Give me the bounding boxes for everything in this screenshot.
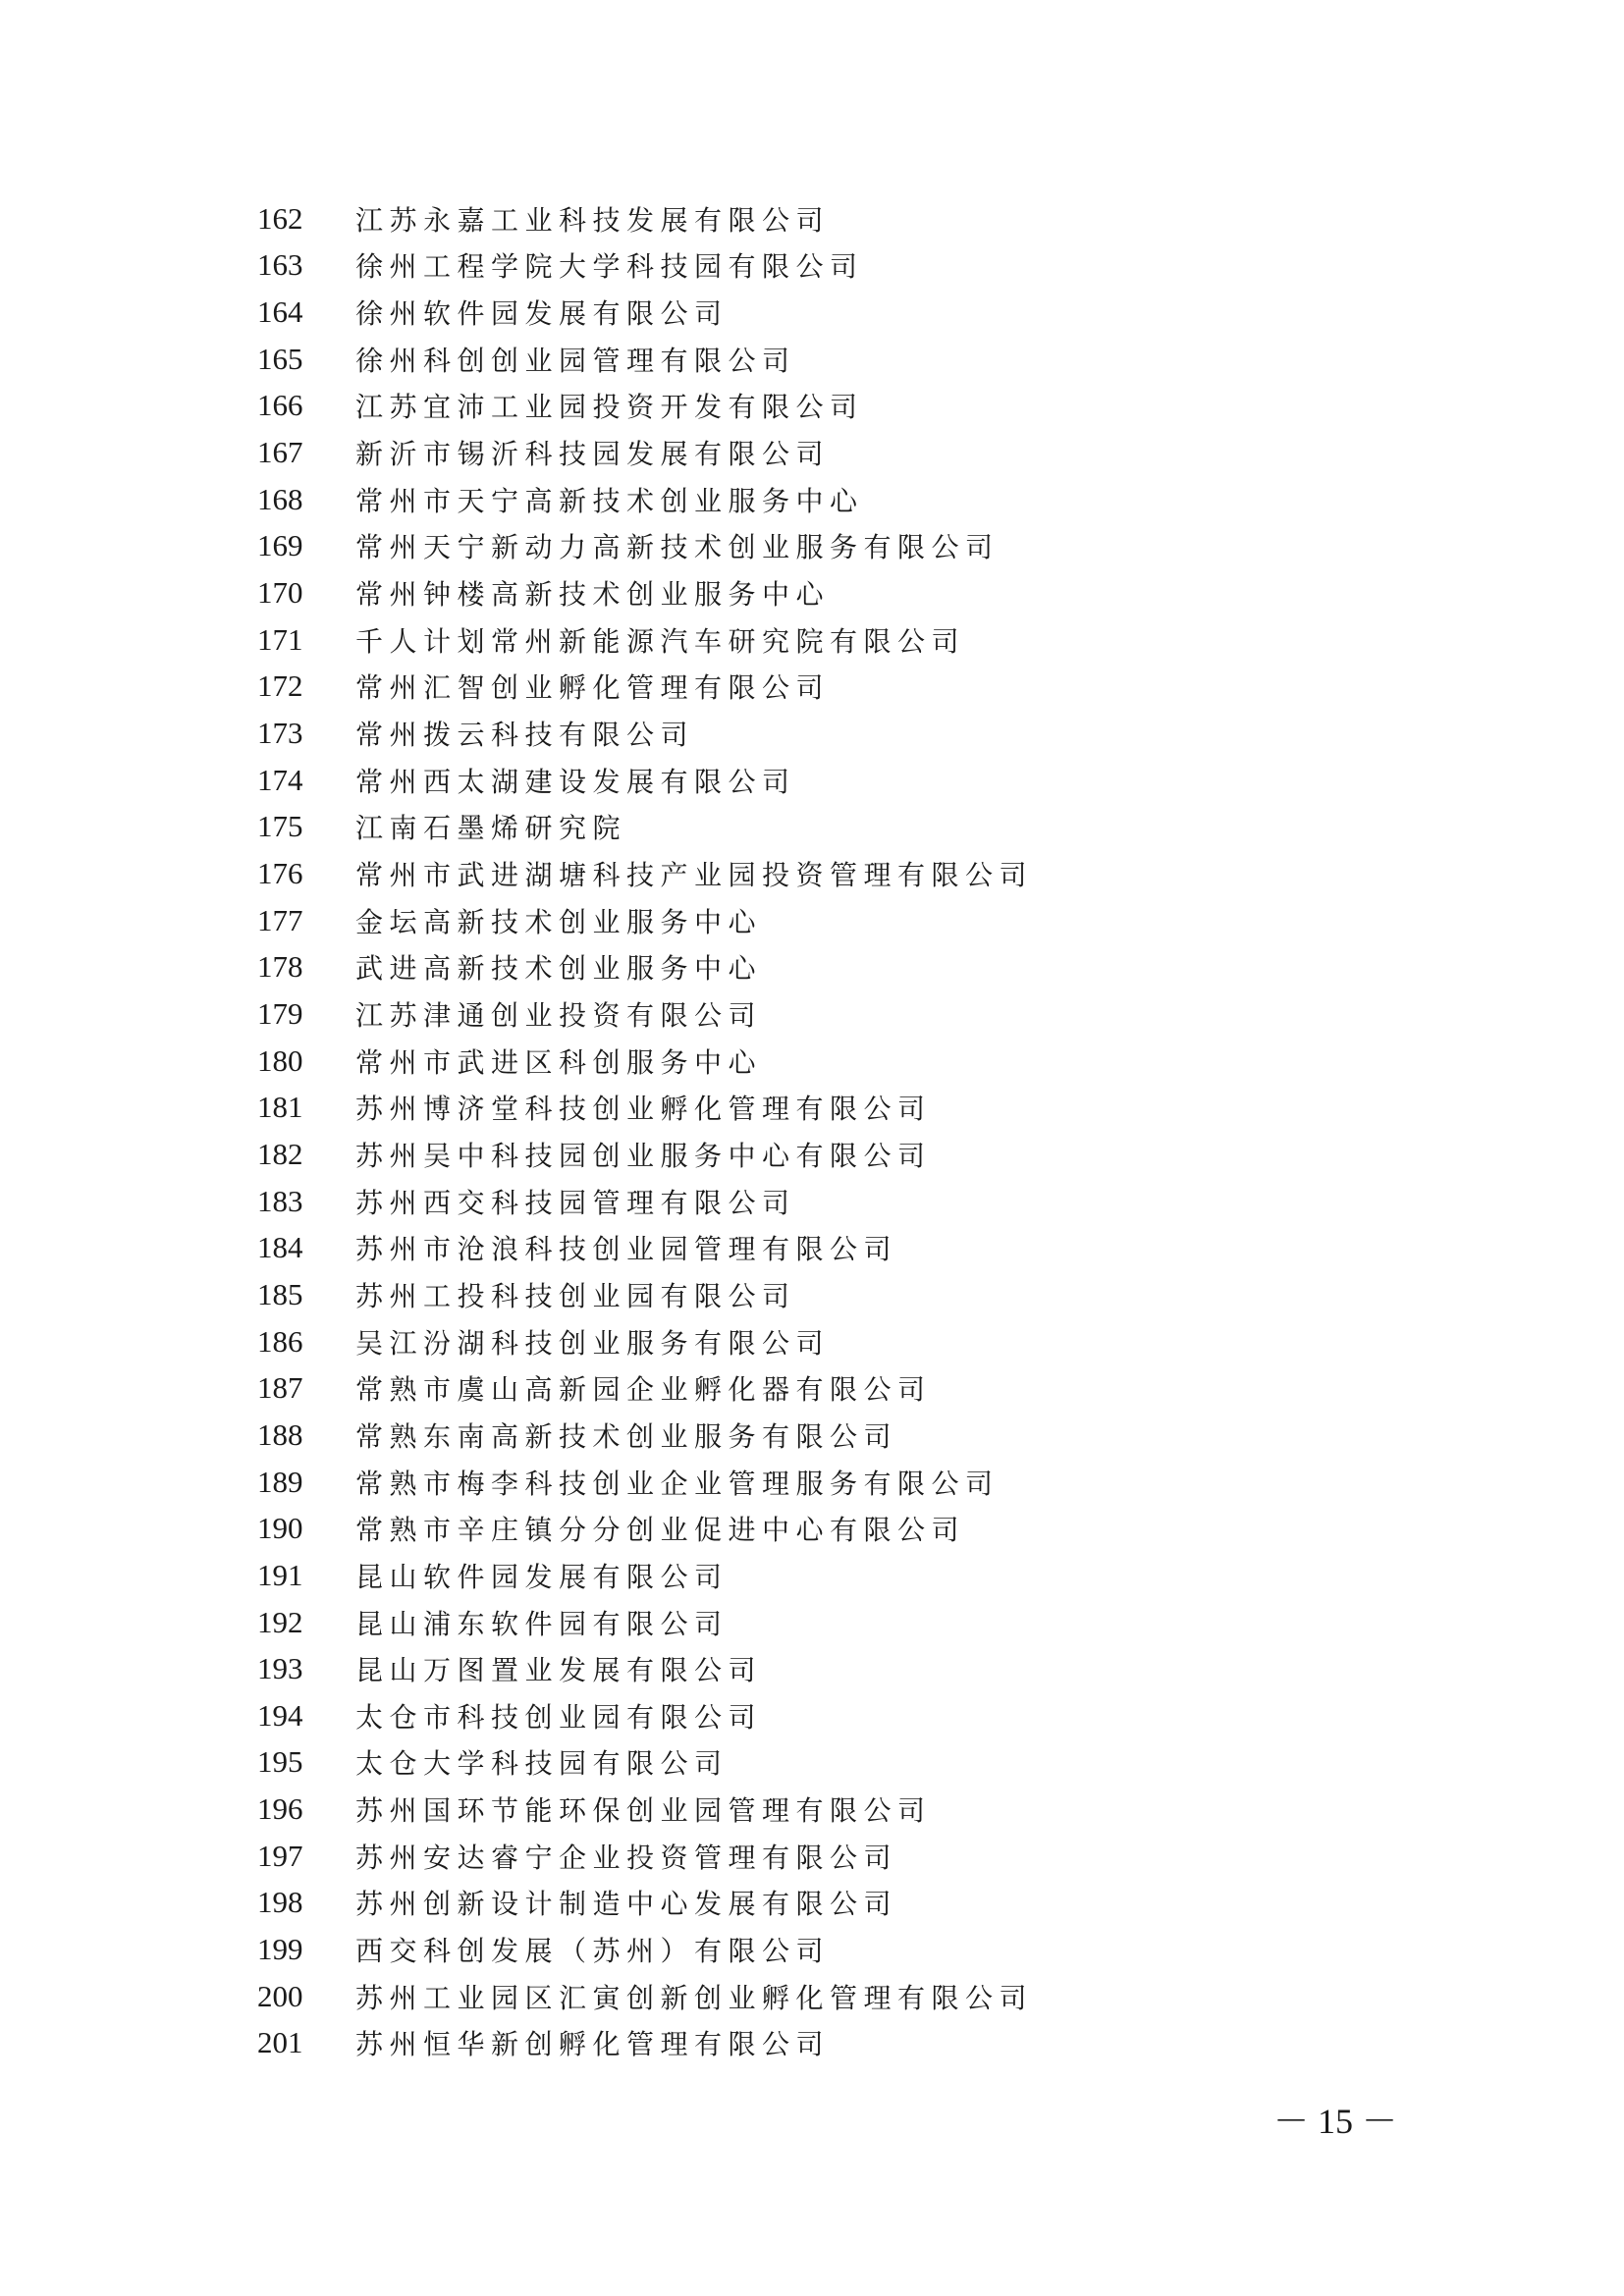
list-item [257, 569, 1435, 616]
organization-name: 吴江汾湖科技创业服务有限公司 [355, 1326, 831, 1360]
list-item [257, 944, 1435, 991]
organization-name: 常州钟楼高新技术创业服务中心 [355, 578, 831, 612]
organization-name: 常州西太湖建设发展有限公司 [355, 765, 796, 798]
entry-number: 180 [257, 1042, 303, 1078]
list-item [257, 1552, 1435, 1599]
organization-name: 太仓大学科技园有限公司 [355, 1747, 729, 1781]
organization-name: 新沂市锡沂科技园发展有限公司 [355, 438, 831, 471]
entry-number: 173 [257, 716, 303, 751]
entry-number: 169 [257, 528, 303, 563]
entry-number: 163 [257, 247, 303, 283]
entry-number: 174 [257, 762, 303, 797]
organization-name: 常熟市梅李科技创业企业管理服务有限公司 [355, 1467, 1000, 1500]
entry-number: 162 [257, 200, 303, 236]
organization-name: 太仓市科技创业园有限公司 [355, 1700, 763, 1734]
list-item [257, 1786, 1435, 1833]
organization-name: 常熟东南高新技术创业服务有限公司 [355, 1419, 898, 1453]
entry-number: 197 [257, 1838, 303, 1873]
organization-name: 苏州西交科技园管理有限公司 [355, 1186, 796, 1219]
organization-name: 徐州工程学院大学科技园有限公司 [355, 250, 864, 284]
organization-name: 江苏津通创业投资有限公司 [355, 998, 763, 1032]
organization-name: 昆山软件园发展有限公司 [355, 1560, 729, 1593]
entry-number: 168 [257, 481, 303, 516]
organization-name: 常熟市辛庄镇分分创业促进中心有限公司 [355, 1514, 966, 1547]
list-item [257, 336, 1435, 383]
organization-name: 常州天宁新动力高新技术创业服务有限公司 [355, 531, 1000, 564]
entry-number: 164 [257, 294, 303, 330]
entry-number: 194 [257, 1697, 303, 1733]
list-item [257, 383, 1435, 430]
organization-name: 苏州博济堂科技创业孵化管理有限公司 [355, 1093, 932, 1126]
list-item [257, 1364, 1435, 1412]
organization-name: 金坛高新技术创业服务中心 [355, 905, 763, 938]
organization-name: 千人计划常州新能源汽车研究院有限公司 [355, 624, 966, 658]
list-item [257, 523, 1435, 570]
list-item [257, 1038, 1435, 1085]
entry-number: 187 [257, 1370, 303, 1406]
organization-name: 常州市武进区科创服务中心 [355, 1045, 763, 1079]
entry-number: 196 [257, 1791, 303, 1827]
organization-name: 苏州市沧浪科技创业园管理有限公司 [355, 1233, 898, 1266]
list-item [257, 1645, 1435, 1692]
list-item [257, 1318, 1435, 1365]
entry-number: 183 [257, 1183, 303, 1218]
entry-number: 170 [257, 575, 303, 611]
list-item [257, 710, 1435, 757]
organization-name: 苏州恒华新创孵化管理有限公司 [355, 2028, 831, 2061]
list-item [257, 2020, 1435, 2067]
entry-number: 200 [257, 1978, 303, 2013]
organization-name: 苏州创新设计制造中心发展有限公司 [355, 1888, 898, 1921]
list-item [257, 1692, 1435, 1739]
list-item [257, 1131, 1435, 1178]
organization-name: 江苏宜沛工业园投资开发有限公司 [355, 391, 864, 424]
list-item [257, 1412, 1435, 1459]
entry-number: 184 [257, 1230, 303, 1265]
organization-name: 苏州工投科技创业园有限公司 [355, 1279, 796, 1312]
entry-number: 199 [257, 1932, 303, 1967]
organization-name: 苏州安达睿宁企业投资管理有限公司 [355, 1841, 898, 1874]
organization-list [257, 195, 1435, 2066]
list-item [257, 1459, 1435, 1506]
entry-number: 167 [257, 435, 303, 470]
organization-name: 常州市天宁高新技术创业服务中心 [355, 484, 864, 517]
list-item [257, 990, 1435, 1038]
list-item [257, 897, 1435, 944]
entry-number: 195 [257, 1744, 303, 1780]
entry-number: 193 [257, 1651, 303, 1686]
list-item [257, 1973, 1435, 2020]
list-item [257, 195, 1435, 242]
organization-name: 江苏永嘉工业科技发展有限公司 [355, 203, 831, 237]
list-item [257, 1880, 1435, 1927]
organization-name: 西交科创发展（苏州）有限公司 [355, 1935, 831, 1968]
entry-number: 179 [257, 995, 303, 1031]
list-item [257, 1271, 1435, 1318]
organization-name: 徐州软件园发展有限公司 [355, 297, 729, 331]
organization-name: 苏州吴中科技园创业服务中心有限公司 [355, 1139, 932, 1172]
list-item [257, 1084, 1435, 1131]
organization-name: 苏州工业园区汇寅创新创业孵化管理有限公司 [355, 1981, 1034, 2014]
entry-number: 165 [257, 341, 303, 376]
entry-number: 189 [257, 1464, 303, 1499]
organization-name: 昆山浦东软件园有限公司 [355, 1607, 729, 1640]
entry-number: 176 [257, 856, 303, 891]
organization-name: 常州拨云科技有限公司 [355, 719, 695, 752]
list-item [257, 476, 1435, 523]
entry-number: 186 [257, 1323, 303, 1359]
entry-number: 191 [257, 1557, 303, 1592]
list-item [257, 1739, 1435, 1787]
list-item [257, 664, 1435, 711]
entry-number: 181 [257, 1090, 303, 1125]
list-item [257, 616, 1435, 664]
organization-name: 常州市武进湖塘科技产业园投资管理有限公司 [355, 859, 1034, 892]
list-item [257, 804, 1435, 851]
list-item [257, 242, 1435, 290]
list-item [257, 757, 1435, 804]
entry-number: 175 [257, 809, 303, 844]
organization-name: 苏州国环节能环保创业园管理有限公司 [355, 1794, 932, 1828]
entry-number: 190 [257, 1511, 303, 1546]
list-item [257, 1505, 1435, 1552]
page-number: － 15 － [1272, 2102, 1397, 2141]
list-item [257, 429, 1435, 476]
organization-name: 徐州科创创业园管理有限公司 [355, 344, 796, 377]
list-item [257, 1833, 1435, 1880]
organization-name: 江南石墨烯研究院 [355, 812, 627, 845]
entry-number: 192 [257, 1604, 303, 1639]
list-item [257, 1178, 1435, 1225]
entry-number: 185 [257, 1276, 303, 1311]
list-item [257, 1926, 1435, 1973]
list-item [257, 1599, 1435, 1646]
organization-name: 昆山万图置业发展有限公司 [355, 1654, 763, 1687]
entry-number: 177 [257, 902, 303, 937]
entry-number: 171 [257, 621, 303, 657]
list-item [257, 1224, 1435, 1271]
entry-number: 188 [257, 1416, 303, 1452]
list-item [257, 289, 1435, 336]
organization-name: 常熟市虞山高新园企业孵化器有限公司 [355, 1373, 932, 1407]
entry-number: 172 [257, 668, 303, 704]
entry-number: 178 [257, 949, 303, 985]
entry-number: 166 [257, 388, 303, 423]
organization-name: 武进高新技术创业服务中心 [355, 952, 763, 986]
organization-name: 常州汇智创业孵化管理有限公司 [355, 671, 831, 705]
list-item [257, 850, 1435, 897]
entry-number: 182 [257, 1136, 303, 1171]
entry-number: 198 [257, 1885, 303, 1920]
entry-number: 201 [257, 2025, 303, 2060]
